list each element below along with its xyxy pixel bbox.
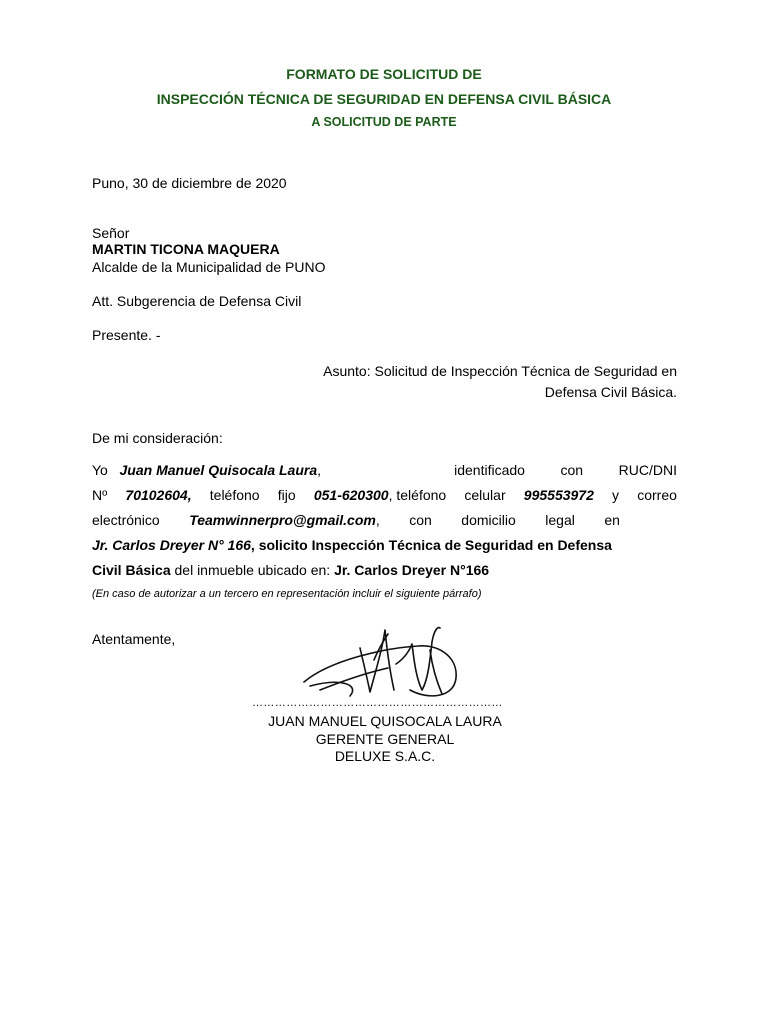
asunto-line-1: Asunto: Solicitud de Inspección Técnica de Seguridad en <box>323 363 677 379</box>
body-text: Yo Juan Manuel Quisocala Laura, <box>92 462 322 478</box>
dni-value: 70102604, <box>125 487 192 503</box>
closing: Atentamente, <box>92 631 176 647</box>
spacer <box>357 462 419 478</box>
date-line: Puno, 30 de diciembre de 2020 <box>92 175 287 191</box>
recipient-presente: Presente. - <box>92 327 161 343</box>
body-line-5: Civil Básica del inmueble ubicado en: Jr. Carlos Dreyer N°166 <box>92 562 490 578</box>
address-value-2: Jr. Carlos Dreyer N°166 <box>334 562 490 578</box>
asunto-block <box>257 361 677 403</box>
recipient-att: Att. Subgerencia de Defensa Civil <box>92 293 302 309</box>
header-line-1: FORMATO DE SOLICITUD DE <box>286 66 482 82</box>
applicant-name: Juan Manuel Quisocala Laura <box>119 462 318 478</box>
authorization-note: (En caso de autorizar a un tercero en representación incluir el siguiente párrafo) <box>92 588 482 600</box>
signer-role: GERENTE GENERAL <box>315 731 455 747</box>
recipient-name: MARTIN TICONA MAQUERA <box>92 241 280 257</box>
header-line-2: INSPECCIÓN TÉCNICA DE SEGURIDAD EN DEFENSA CIVIL BÁSICA <box>156 91 612 107</box>
phone-mobile: 995553972 <box>523 487 594 503</box>
email-value: Teamwinnerpro@gmail.com <box>189 512 376 528</box>
body-line-1: Yo Juan Manuel Quisocala Laura, identificado con RUC/DNI <box>92 462 677 478</box>
recipient-salutation: Señor <box>92 225 130 241</box>
recipient-title: Alcalde de la Municipalidad de PUNO <box>92 259 326 275</box>
header-line-3: A SOLICITUD DE PARTE <box>311 115 457 129</box>
body-line-2: Nº 70102604, teléfono fijo 051-620300, teléfono celular 995553972 y correo <box>92 487 677 503</box>
phone-fixed: 051-620300 <box>313 487 389 503</box>
address-value: Jr. Carlos Dreyer N° 166 <box>92 537 251 553</box>
greeting: De mi consideración: <box>92 430 223 446</box>
signer-name: JUAN MANUEL QUISOCALA LAURA <box>268 713 502 729</box>
body-line-4: Jr. Carlos Dreyer N° 166, solicito Inspección Técnica de Seguridad en Defensa <box>92 537 612 553</box>
signer-company: DELUXE S.A.C. <box>334 748 436 764</box>
asunto-line-2: Defensa Civil Básica. <box>544 384 677 400</box>
body-line-3: electrónico Teamwinnerpro@gmail.com, con domicilio legal en <box>92 512 620 528</box>
signature-dotted-line: ………………………………………………………… <box>252 697 503 709</box>
